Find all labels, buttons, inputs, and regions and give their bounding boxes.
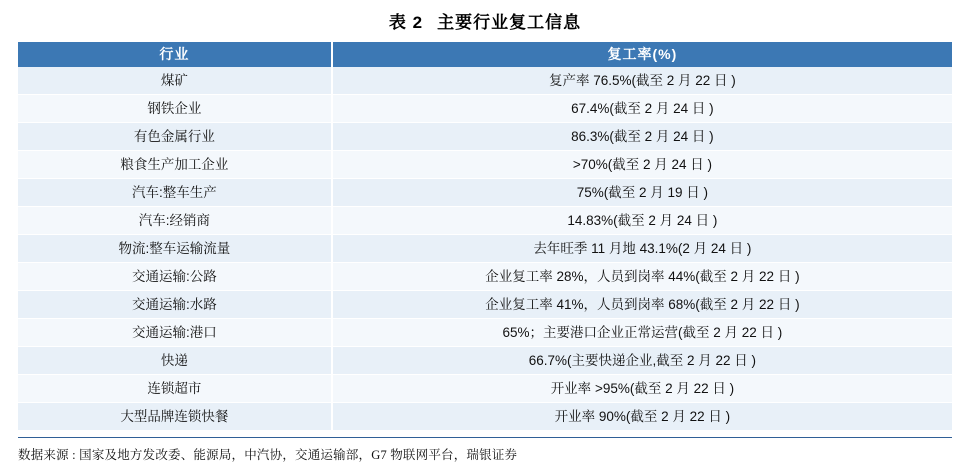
cell-rate: 75%(截至 2 月 19 日 ) — [332, 179, 952, 207]
table-row — [18, 179, 952, 207]
table-row — [18, 123, 952, 151]
table-row — [18, 375, 952, 403]
cell-rate: 企业复工率 41%，人员到岗率 68%(截至 2 月 22 日 ) — [332, 291, 952, 319]
table-row — [18, 95, 952, 123]
page-title — [0, 0, 970, 42]
cell-industry: 快递 — [18, 347, 332, 375]
table-header-row — [18, 42, 952, 67]
table-number: 表 2 — [388, 13, 424, 32]
cell-rate: 86.3%(截至 2 月 24 日 ) — [332, 123, 952, 151]
cell-industry: 钢铁企业 — [18, 95, 332, 123]
table-row — [18, 151, 952, 179]
table-row — [18, 347, 952, 375]
cell-rate: 67.4%(截至 2 月 24 日 ) — [332, 95, 952, 123]
cell-industry: 连锁超市 — [18, 375, 332, 403]
cell-industry: 交通运输:公路 — [18, 263, 332, 291]
column-header-industry: 行业 — [18, 42, 332, 67]
cell-rate: 14.83%(截至 2 月 24 日 ) — [332, 207, 952, 235]
cell-industry: 煤矿 — [18, 67, 332, 95]
cell-rate: 65%；主要港口企业正常运营(截至 2 月 22 日 ) — [332, 319, 952, 347]
table-title-text: 主要行业复工信息 — [437, 13, 582, 32]
source-note: 数据来源 : 国家及地方发改委、能源局，中汽协，交通运输部，G7 物联网平台，瑞银证券 — [18, 448, 518, 462]
cell-rate: 企业复工率 28%，人员到岗率 44%(截至 2 月 22 日 ) — [332, 263, 952, 291]
table-row — [18, 67, 952, 95]
table-container — [18, 42, 952, 431]
cell-rate: 开业率 90%(截至 2 月 22 日 ) — [332, 403, 952, 431]
table-row — [18, 235, 952, 263]
table-row — [18, 263, 952, 291]
cell-industry: 汽车:经销商 — [18, 207, 332, 235]
cell-industry: 有色金属行业 — [18, 123, 332, 151]
cell-industry: 粮食生产加工企业 — [18, 151, 332, 179]
cell-industry: 汽车:整车生产 — [18, 179, 332, 207]
cell-rate: 复产率 76.5%(截至 2 月 22 日 ) — [332, 67, 952, 95]
cell-industry: 大型品牌连锁快餐 — [18, 403, 332, 431]
table-row — [18, 291, 952, 319]
cell-rate: >70%(截至 2 月 24 日 ) — [332, 151, 952, 179]
cell-industry: 交通运输:港口 — [18, 319, 332, 347]
cell-rate: 去年旺季 11 月地 43.1%(2 月 24 日 ) — [332, 235, 952, 263]
cell-rate: 66.7%(主要快递企业,截至 2 月 22 日 ) — [332, 347, 952, 375]
table-row — [18, 403, 952, 431]
column-header-rate: 复工率(%) — [332, 42, 952, 67]
table-row — [18, 207, 952, 235]
industry-resumption-table — [18, 42, 952, 431]
cell-rate: 开业率 >95%(截至 2 月 22 日 ) — [332, 375, 952, 403]
footer-divider — [18, 437, 952, 438]
table-row — [18, 319, 952, 347]
cell-industry: 物流:整车运输流量 — [18, 235, 332, 263]
cell-industry: 交通运输:水路 — [18, 291, 332, 319]
